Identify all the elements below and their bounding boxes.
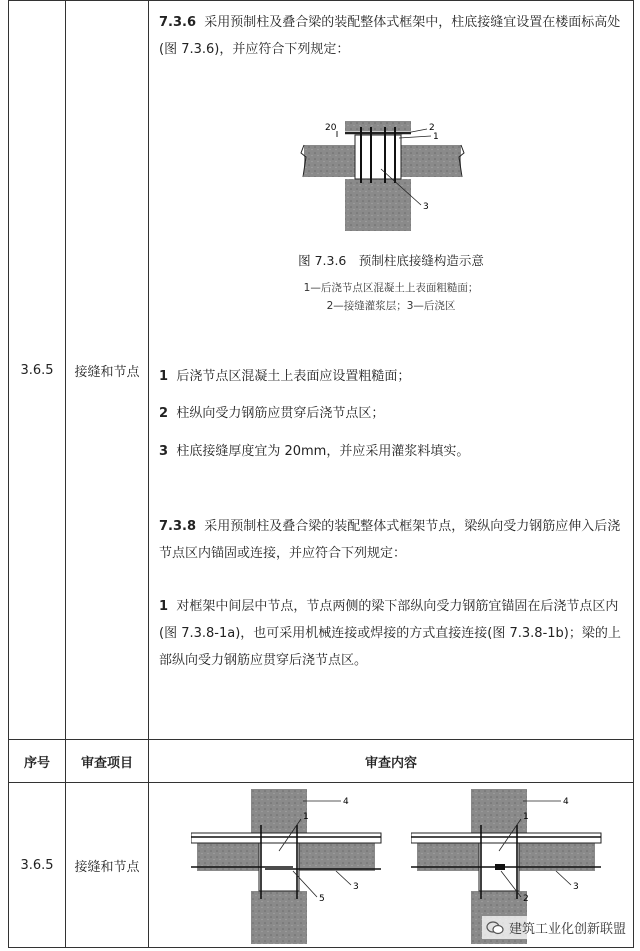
label-1: 1 bbox=[433, 132, 439, 142]
header-content: 审查内容 bbox=[149, 740, 634, 783]
clause-text: 采用预制柱及叠合梁的装配整体式框架节点，梁纵向受力钢筋应伸入后浇节点区内锚固或连接，并应符合下列规定： bbox=[159, 519, 621, 561]
clause-738 bbox=[159, 513, 625, 567]
clause-number: 7.3.8 bbox=[159, 519, 197, 534]
slab-left bbox=[304, 145, 355, 177]
clause-text: 采用预制柱及叠合梁的装配整体式框架中，柱底接缝宜设置在楼面标高处(图 7.3.6)，并应符合下列规定： bbox=[159, 15, 621, 57]
svg-text:2: 2 bbox=[523, 894, 529, 904]
seq-cell: 3.6.5 bbox=[9, 783, 66, 948]
figure-legend-1: 1—后浇节点区混凝土上表面粗糙面； bbox=[303, 282, 479, 294]
list-item: 3 柱底接缝厚度宜为 20mm，并应采用灌浆料填实。 bbox=[159, 444, 470, 459]
figure-caption: 图 7.3.6 预制柱底接缝构造示意 bbox=[298, 253, 484, 268]
figure-column-joint bbox=[289, 121, 479, 236]
clause-736 bbox=[159, 9, 625, 63]
slab-right bbox=[401, 145, 461, 177]
svg-text:3: 3 bbox=[353, 882, 359, 892]
svg-text:5: 5 bbox=[319, 894, 325, 904]
item-cell: 接缝和节点 bbox=[66, 1, 149, 740]
content-cell bbox=[149, 1, 634, 740]
table-header-row bbox=[9, 740, 634, 783]
table-row bbox=[9, 1, 634, 740]
label-2: 2 bbox=[429, 123, 435, 133]
svg-text:4: 4 bbox=[563, 797, 569, 807]
label-3: 3 bbox=[423, 202, 429, 212]
svg-text:4: 4 bbox=[343, 797, 349, 807]
seq-cell: 3.6.5 bbox=[9, 1, 66, 740]
header-item: 审查项目 bbox=[66, 740, 149, 783]
svg-text:1: 1 bbox=[303, 812, 309, 822]
list-item: 2 柱纵向受力钢筋应贯穿后浇节点区； bbox=[159, 406, 385, 421]
clause-number: 7.3.6 bbox=[159, 15, 197, 30]
item-cell: 接缝和节点 bbox=[66, 783, 149, 948]
figure-legend-2: 2—接缝灌浆层；3—后浇区 bbox=[326, 300, 456, 312]
review-table bbox=[8, 0, 634, 948]
watermark-text: 建筑工业化创新联盟 bbox=[508, 922, 626, 937]
list-item: 1 对框架中间层中节点，节点两侧的梁下部纵向受力钢筋宜锚固在后浇节点区内(图 7.3.8-1a)，也可采用机械连接或焊接的方式直接连接(图 7.3.8-1b)；梁的上部纵向受力钢筋应贯穿后浇节点区。 bbox=[159, 599, 621, 668]
list-item: 1 后浇节点区混凝土上表面应设置粗糙面； bbox=[159, 369, 411, 384]
upper-column bbox=[345, 121, 411, 131]
wechat-icon bbox=[486, 921, 504, 935]
header-seq: 序号 bbox=[9, 740, 66, 783]
figure-joint-a bbox=[191, 789, 391, 944]
svg-text:1: 1 bbox=[523, 812, 529, 822]
watermark bbox=[482, 916, 630, 939]
dim-label: 20 bbox=[325, 123, 337, 133]
svg-text:3: 3 bbox=[573, 882, 579, 892]
